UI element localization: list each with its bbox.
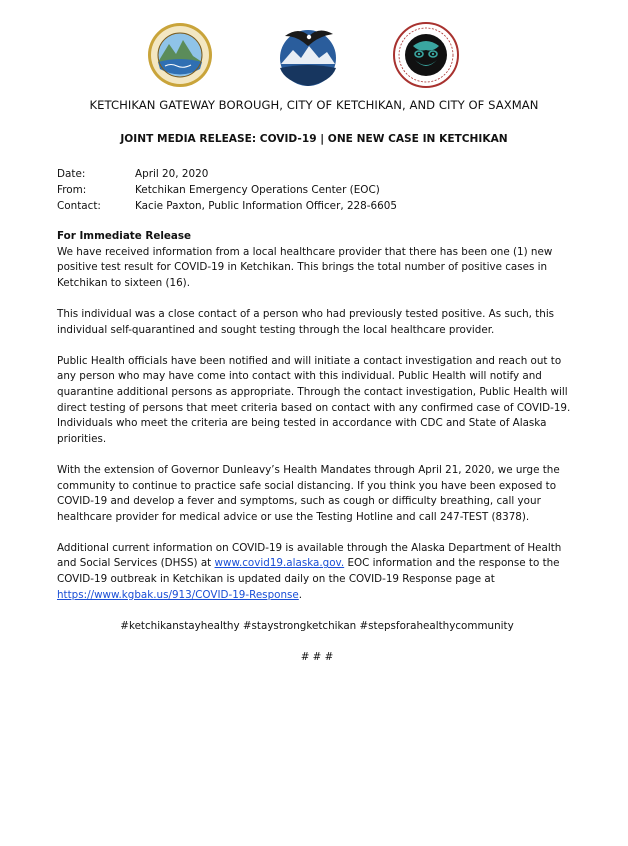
ketchikan-borough-seal-icon bbox=[147, 22, 213, 88]
meta-date-label: Date: bbox=[57, 168, 86, 180]
meta-from-row bbox=[57, 182, 397, 198]
meta-contact-label: Contact: bbox=[57, 200, 101, 213]
paragraph-5-text-b: EOC information and the response to the COVID-19 outbreak in Ketchikan is updated daily on the COVID-19 Response page at bbox=[57, 557, 560, 586]
eagle-emblem-icon bbox=[275, 22, 341, 88]
saxman-seal-icon bbox=[393, 22, 459, 88]
end-mark: # # # bbox=[300, 651, 334, 664]
paragraph-5 bbox=[57, 541, 577, 603]
paragraph-2: This individual was a close contact of a person who had previously tested positive. As such, this individual self-quarantined and sought testing through the local healthcare provider. bbox=[57, 307, 555, 336]
meta-date-value: April 20, 2020 bbox=[135, 168, 209, 180]
meta-contact-value: Kacie Paxton, Public Information Officer, 228-6605 bbox=[135, 200, 397, 213]
release-body bbox=[57, 229, 577, 681]
paragraph-5-text-a: Additional current information on COVID-19 is available through the Alaska Department of Health and Social Services (DHSS) at bbox=[57, 541, 562, 570]
meta-from-value: Ketchikan Emergency Operations Center (EOC) bbox=[135, 184, 380, 197]
paragraph-5-text-c: . bbox=[298, 588, 303, 601]
release-title: JOINT MEDIA RELEASE: COVID-19 | ONE NEW CASE IN KETCHIKAN bbox=[120, 133, 508, 145]
meta-from-label: From: bbox=[57, 184, 87, 197]
paragraph-3: Public Health officials have been notified and will initiate a contact investigation and reach out to any person who may have come into contact with this individual. Public Health will notify and quarantine additional persons as appropriate. Through the contact investigation, Public Health will direct testing of persons that meet criteria based on contact with any confirmed case of COVID-19. Individuals who meet the criteria are being tested in accordance with CDC and State of Alaska priorities. bbox=[57, 354, 571, 445]
paragraph-4: With the extension of Governor Dunleavy’s Health Mandates through April 21, 2020, we urge the community to continue to practice safe social distancing. If you think you have been exposed to COVID-19 and develop a fever and symptoms, such as cough or difficulty breathing, call your healthcare provider for medical advice or use the Testing Hotline and call 247-TEST (8378). bbox=[57, 463, 560, 523]
hashtags: #ketchikanstayhealthy #staystrongketchikan #stepsforahealthycommunity bbox=[120, 619, 514, 632]
paragraph-1 bbox=[57, 229, 577, 291]
release-heading: For Immediate Release bbox=[57, 230, 192, 242]
dhss-covid-link[interactable]: www.covid19.alaska.gov. bbox=[214, 557, 345, 570]
release-meta bbox=[57, 166, 397, 215]
kgbak-covid-response-link[interactable]: https://www.kgbak.us/913/COVID-19-Response bbox=[57, 588, 299, 601]
organization-line: KETCHIKAN GATEWAY BOROUGH, CITY OF KETCHIKAN, AND CITY OF SAXMAN bbox=[89, 98, 539, 112]
paragraph-1-text: We have received information from a local healthcare provider that there has been one (1) new positive test result for COVID-19 in Ketchikan. This brings the total number of positive cases in Ketchikan to sixteen (16). bbox=[57, 245, 553, 289]
logo-bar bbox=[0, 22, 628, 88]
meta-date-row bbox=[57, 166, 397, 182]
meta-contact-row bbox=[57, 198, 397, 214]
